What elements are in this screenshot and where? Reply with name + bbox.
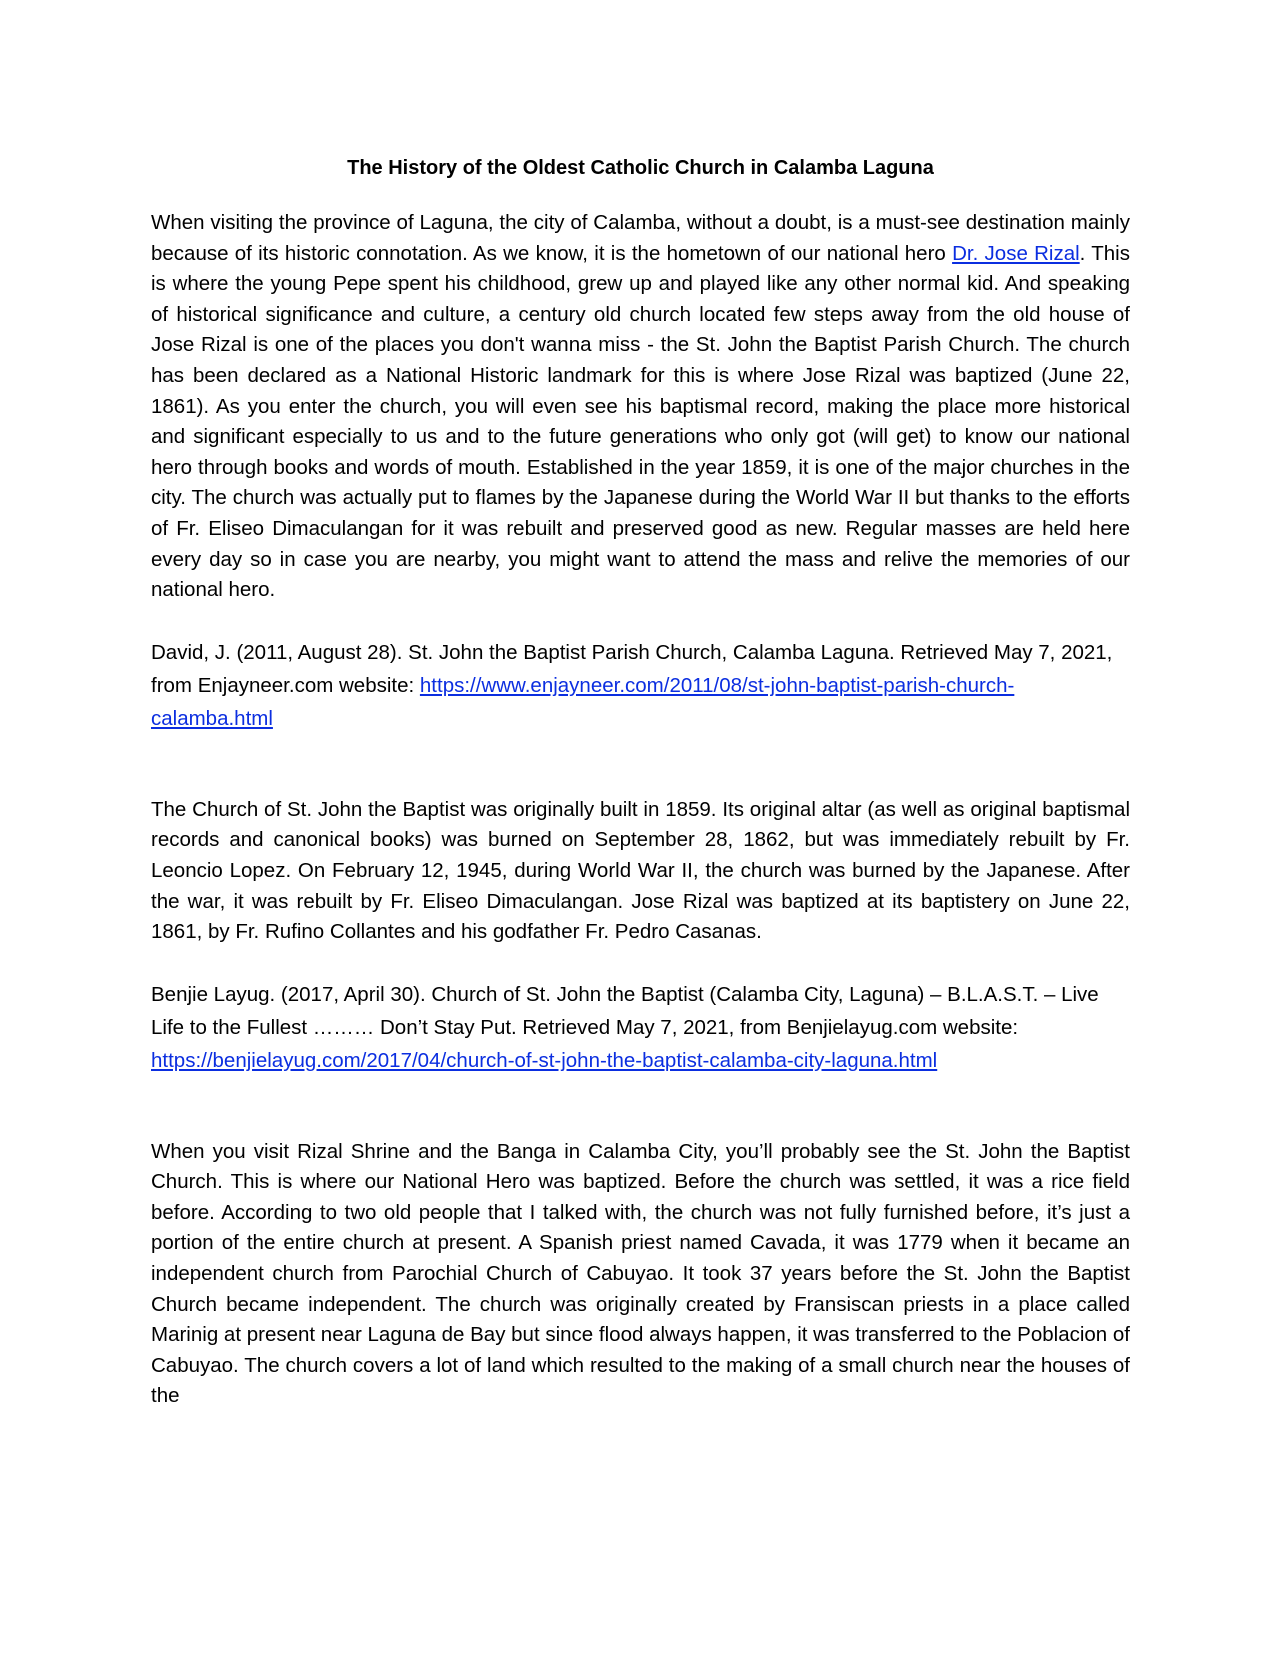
spacer — [151, 735, 1130, 795]
jose-rizal-link[interactable]: Dr. Jose Rizal — [952, 241, 1080, 265]
paragraph-intro-text: When visiting the province of Laguna, the city of Calamba, without a doubt, is a must-see destination mainly because of its historic connotation. As we know, it is the hometown of our national hero — [151, 211, 1130, 265]
reference-david-text: David, J. (2011, August 28). St. John the Baptist Parish Church, Calamba Laguna. Retrieved May 7, 2021, from Enjayneer.com website: — [151, 640, 1113, 697]
enjayneer-link[interactable]: https://www.enjayneer.com/2011/08/st-john-baptist-parish-church-calamba.html — [151, 673, 1015, 730]
spacer — [151, 948, 1130, 978]
paragraph-history: The Church of St. John the Baptist was originally built in 1859. Its original altar (as well as original baptismal records and canonical books) was burned on September 28, 1862, but was immediately rebuilt by Fr. Leoncio Lopez. On February 12, 1945, during World War II, the church was burned by the Japanese. After the war, it was rebuilt by Fr. Eliseo Dimaculangan. Jose Rizal was baptized at its baptistery on June 22, 1861, by Fr. Rufino Collantes and his godfather Fr. Pedro Casanas. — [151, 797, 1130, 944]
spacer — [151, 1077, 1130, 1137]
spacer — [151, 606, 1130, 636]
paragraph-intro-text-continued: . This is where the young Pepe spent his childhood, grew up and played like any other normal kid. And speaking of historical significance and culture, a century old church located few steps away from the old house of Jose Rizal is one of the places you don't wanna miss - the St. John the Baptist Parish Church. The church has been declared as a National Historic landmark for this is where Jose Rizal was baptized (June 22, 1861). As you enter the church, you will even see his baptismal record, making the place more historical and significant especially to us and to the future generations who only got (will get) to know our national hero through books and words of mouth. Established in the year 1859, it is one of the major churches in the city. The church was actually put to flames by the Japanese during the World War II but thanks to the efforts of Fr. Eliseo Dimaculangan for it was rebuilt and preserved good as new. Regular masses are held here every day so in case you are nearby, you might want to attend the mass and relive the memories of our national hero. — [151, 241, 1130, 602]
paragraph-intro — [151, 208, 1130, 606]
benjielayug-link[interactable]: https://benjielayug.com/2017/04/church-of-st-john-the-baptist-calamba-city-laguna.html — [151, 1048, 938, 1072]
document-title: The History of the Oldest Catholic Church in Calamba Laguna — [347, 157, 934, 179]
paragraph-visit: When you visit Rizal Shrine and the Banga in Calamba City, you’ll probably see the St. John the Baptist Church. This is where our National Hero was baptized. Before the church was settled, it was a rice field before. According to two old people that I talked with, the church was not fully furnished before, it’s just a portion of the entire church at present. A Spanish priest named Cavada, it was 1779 when it became an independent church from Parochial Church of Cabuyao. It took 37 years before the St. John the Baptist Church became independent. The church was originally created by Fransiscan priests in a place called Marinig at present near Laguna de Bay but since flood always happen, it was transferred to the Poblacion of Cabuyao. The church covers a lot of land which resulted to the making of a small church near the houses of the — [151, 1139, 1130, 1408]
reference-layug-text: Benjie Layug. (2017, April 30). Church of St. John the Baptist (Calamba City, Laguna) – B.L.A.S.T. – Live Life to the Fullest ……… Don’t Stay Put. Retrieved May 7, 2021, from Benjielayug.com website: — [151, 982, 1099, 1039]
document-page — [151, 150, 1130, 1412]
reference-layug — [151, 978, 1130, 1077]
reference-david — [151, 636, 1130, 735]
